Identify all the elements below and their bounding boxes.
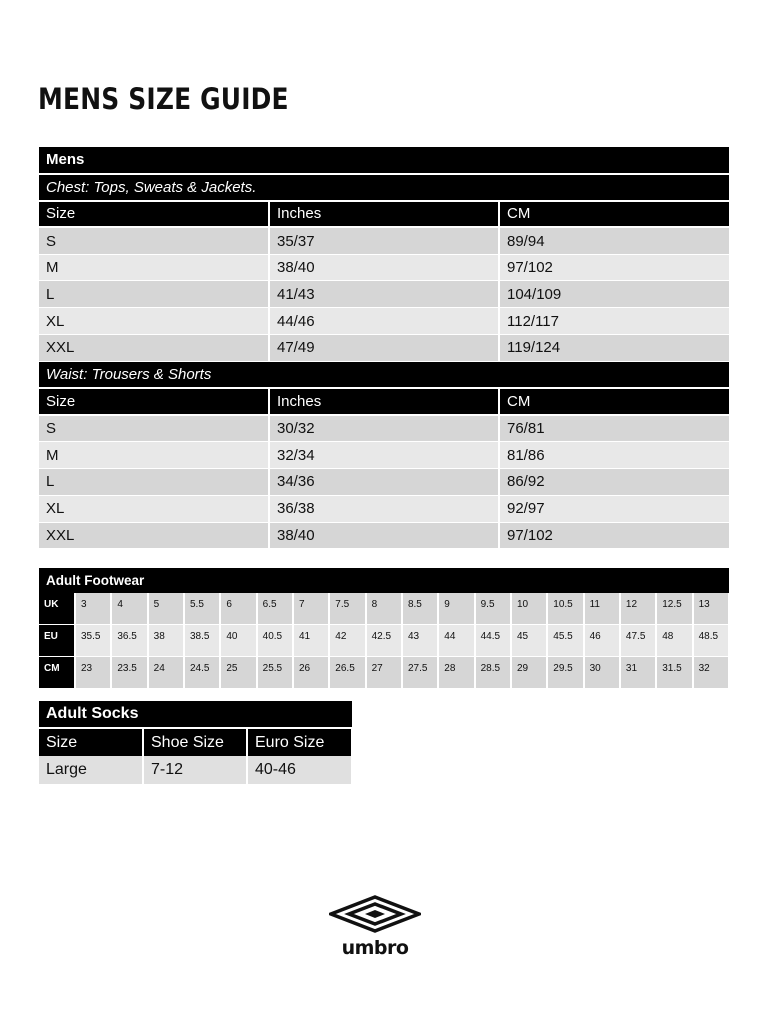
- footwear-cell: 31.5: [656, 657, 692, 689]
- mens-title-row: [39, 147, 729, 174]
- footwear-cell: 7: [293, 593, 329, 625]
- adult-footwear-table: [39, 568, 730, 689]
- table-cell: M: [39, 442, 269, 469]
- footwear-cell: 10.5: [547, 593, 583, 625]
- mens-title: Mens: [39, 147, 729, 174]
- footwear-cell: 4: [111, 593, 147, 625]
- table-cell: 32/34: [269, 442, 499, 469]
- section-label-row: [39, 361, 729, 388]
- table-row: [39, 522, 729, 549]
- footwear-title: Adult Footwear: [39, 568, 729, 593]
- table-cell: 30/32: [269, 415, 499, 442]
- column-header-row: [39, 728, 352, 756]
- footwear-cell: 24: [148, 657, 184, 689]
- footwear-row: [39, 593, 729, 625]
- umbro-logo: [329, 895, 421, 959]
- table-cell: XL: [39, 308, 269, 335]
- footwear-cell: 5: [148, 593, 184, 625]
- column-header: Euro Size: [247, 728, 352, 756]
- column-header: Size: [39, 201, 269, 228]
- footwear-title-row: [39, 568, 729, 593]
- footwear-cell: 23.5: [111, 657, 147, 689]
- footwear-cell: 10: [511, 593, 547, 625]
- column-header: CM: [499, 201, 729, 228]
- footwear-cell: 9.5: [475, 593, 511, 625]
- table-cell: 41/43: [269, 281, 499, 308]
- footwear-cell: 31: [620, 657, 656, 689]
- table-cell: 119/124: [499, 335, 729, 362]
- footwear-row: [39, 625, 729, 657]
- footwear-cell: 46: [584, 625, 620, 657]
- footwear-cell: 40.5: [257, 625, 293, 657]
- footwear-cell: 43: [402, 625, 438, 657]
- footwear-cell: 24.5: [184, 657, 220, 689]
- column-header-row: [39, 201, 729, 228]
- footwear-cell: 26.5: [329, 657, 365, 689]
- table-cell: 7-12: [143, 756, 247, 784]
- table-cell: 40-46: [247, 756, 352, 784]
- table-row: [39, 415, 729, 442]
- footwear-cell: 12: [620, 593, 656, 625]
- column-header: Shoe Size: [143, 728, 247, 756]
- footwear-cell: 12.5: [656, 593, 692, 625]
- footwear-cell: 44: [438, 625, 474, 657]
- table-cell: Large: [39, 756, 143, 784]
- footwear-cell: 29: [511, 657, 547, 689]
- footwear-cell: 25.5: [257, 657, 293, 689]
- footwear-cell: 36.5: [111, 625, 147, 657]
- table-cell: 89/94: [499, 227, 729, 254]
- footwear-cell: 8: [366, 593, 402, 625]
- logo-wordmark: umbro: [341, 937, 409, 959]
- adult-socks-table: [39, 701, 353, 784]
- footwear-cell: 38.5: [184, 625, 220, 657]
- section-label: Chest: Tops, Sweats & Jackets.: [39, 174, 729, 201]
- table-cell: 47/49: [269, 335, 499, 362]
- footwear-cell: 48.5: [693, 625, 729, 657]
- table-cell: 86/92: [499, 469, 729, 496]
- table-cell: XXL: [39, 522, 269, 549]
- footwear-cell: 38: [148, 625, 184, 657]
- footwear-cell: 9: [438, 593, 474, 625]
- table-row: [39, 254, 729, 281]
- footwear-cell: 42.5: [366, 625, 402, 657]
- table-cell: 97/102: [499, 522, 729, 549]
- column-header: Inches: [269, 201, 499, 228]
- footwear-cell: 44.5: [475, 625, 511, 657]
- table-row: [39, 442, 729, 469]
- column-header: Inches: [269, 388, 499, 415]
- table-cell: L: [39, 281, 269, 308]
- footwear-cell: 11: [584, 593, 620, 625]
- footwear-cell: 27: [366, 657, 402, 689]
- table-cell: XL: [39, 495, 269, 522]
- footwear-cell: 23: [75, 657, 111, 689]
- footwear-cell: 3: [75, 593, 111, 625]
- socks-title-row: [39, 701, 352, 728]
- column-header-row: [39, 388, 729, 415]
- footwear-cell: 45.5: [547, 625, 583, 657]
- table-cell: 35/37: [269, 227, 499, 254]
- table-cell: 38/40: [269, 522, 499, 549]
- footwear-cell: 41: [293, 625, 329, 657]
- table-cell: 34/36: [269, 469, 499, 496]
- table-cell: 104/109: [499, 281, 729, 308]
- table-cell: S: [39, 227, 269, 254]
- table-row: [39, 308, 729, 335]
- section-label: Waist: Trousers & Shorts: [39, 361, 729, 388]
- table-cell: 76/81: [499, 415, 729, 442]
- table-cell: 92/97: [499, 495, 729, 522]
- footwear-cell: 25: [220, 657, 256, 689]
- table-cell: M: [39, 254, 269, 281]
- footwear-cell: 42: [329, 625, 365, 657]
- umbro-diamond-icon: [329, 895, 421, 933]
- column-header: Size: [39, 728, 143, 756]
- page-title: MENS SIZE GUIDE: [38, 82, 289, 116]
- footwear-row: [39, 657, 729, 689]
- footwear-cell: 13: [693, 593, 729, 625]
- footwear-cell: 5.5: [184, 593, 220, 625]
- section-label-row: [39, 174, 729, 201]
- table-cell: 38/40: [269, 254, 499, 281]
- footwear-cell: 6: [220, 593, 256, 625]
- table-row: [39, 227, 729, 254]
- footwear-cell: 40: [220, 625, 256, 657]
- mens-size-table: [39, 147, 729, 549]
- footwear-cell: 45: [511, 625, 547, 657]
- table-row: [39, 335, 729, 362]
- footwear-cell: 8.5: [402, 593, 438, 625]
- table-cell: S: [39, 415, 269, 442]
- footwear-row-label: CM: [39, 657, 75, 689]
- footwear-cell: 7.5: [329, 593, 365, 625]
- footwear-cell: 28.5: [475, 657, 511, 689]
- table-row: [39, 495, 729, 522]
- socks-title: Adult Socks: [39, 701, 352, 728]
- footwear-cell: 32: [693, 657, 729, 689]
- column-header: CM: [499, 388, 729, 415]
- footwear-cell: 29.5: [547, 657, 583, 689]
- footwear-cell: 30: [584, 657, 620, 689]
- table-cell: 81/86: [499, 442, 729, 469]
- table-cell: XXL: [39, 335, 269, 362]
- footwear-cell: 28: [438, 657, 474, 689]
- footwear-cell: 47.5: [620, 625, 656, 657]
- footwear-cell: 26: [293, 657, 329, 689]
- footwear-cell: 6.5: [257, 593, 293, 625]
- footwear-cell: 48: [656, 625, 692, 657]
- table-cell: 36/38: [269, 495, 499, 522]
- table-cell: 44/46: [269, 308, 499, 335]
- footwear-cell: 27.5: [402, 657, 438, 689]
- column-header: Size: [39, 388, 269, 415]
- table-cell: 97/102: [499, 254, 729, 281]
- footwear-row-label: UK: [39, 593, 75, 625]
- table-cell: 112/117: [499, 308, 729, 335]
- table-row: [39, 756, 352, 784]
- table-row: [39, 281, 729, 308]
- footwear-row-label: EU: [39, 625, 75, 657]
- table-cell: L: [39, 469, 269, 496]
- table-row: [39, 469, 729, 496]
- footwear-cell: 35.5: [75, 625, 111, 657]
